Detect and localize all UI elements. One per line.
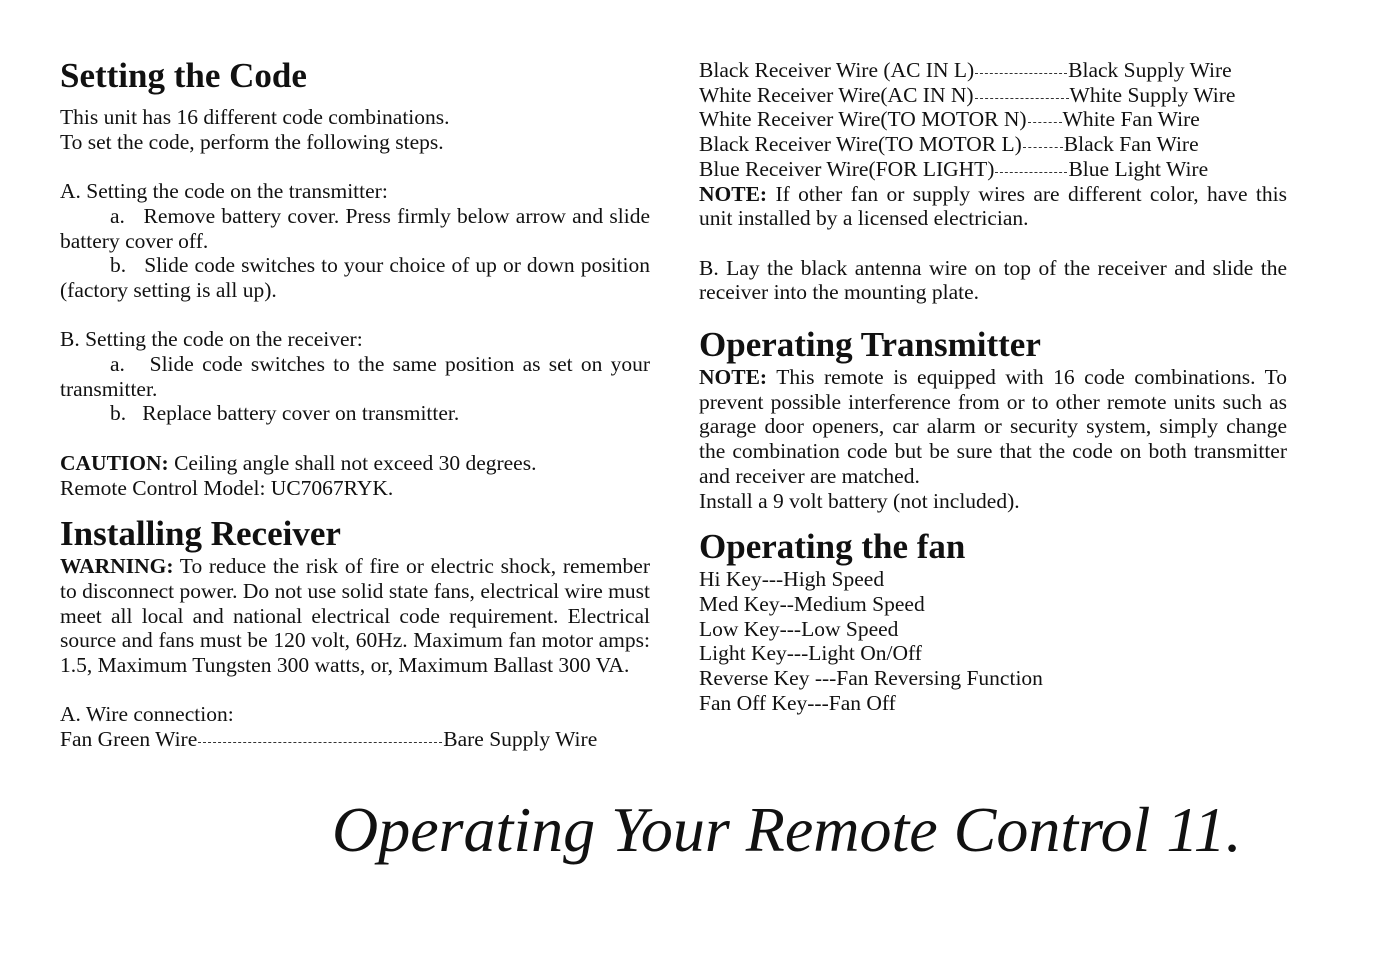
fan-key-item: Low Key---Low Speed — [699, 616, 899, 641]
wire-row — [699, 157, 1287, 182]
page-footer-title: Operating Your Remote Control 11. — [332, 794, 1242, 865]
caution-label: CAUTION: — [60, 450, 169, 475]
dotted-leader — [975, 73, 1067, 74]
model-line: Remote Control Model: UC7067RYK. — [60, 475, 394, 500]
wire-row — [699, 132, 1287, 157]
left-column — [60, 56, 650, 752]
wire-from: Black Receiver Wire (AC IN L) — [699, 58, 975, 82]
setting-code-heading: Setting the Code — [60, 56, 307, 95]
transmitter-step-b: b. Slide code switches to your choice of up or down position (factory setting is all up). — [60, 253, 650, 302]
wire-note — [699, 182, 1287, 231]
transmitter-step-a: a. Remove battery cover. Press firmly below arrow and slide battery cover off. — [60, 203, 650, 253]
wire-from: Black Receiver Wire(TO MOTOR L) — [699, 132, 1022, 157]
receiver-step-a: a. Slide code switches to the same position as set on your transmitter. — [60, 352, 650, 401]
wire-connection-heading: A. Wire connection: — [60, 702, 234, 727]
fan-key-item: Fan Off Key---Fan Off — [699, 690, 896, 715]
wire-from: Blue Receiver Wire(FOR LIGHT) — [699, 156, 995, 181]
dotted-leader — [995, 172, 1067, 173]
wire-to: Black Fan Wire — [1063, 132, 1199, 157]
wire-row — [699, 107, 1287, 132]
note-label: NOTE: — [699, 181, 768, 206]
receiver-step-b: b. Replace battery cover on transmitter. — [110, 401, 460, 426]
wire-row — [699, 58, 1287, 83]
wire-row-green — [60, 727, 650, 752]
caution-line — [60, 451, 650, 476]
fan-key-item: Reverse Key ---Fan Reversing Function — [699, 666, 1043, 691]
dotted-leader — [1028, 122, 1062, 123]
warning-label: WARNING: — [60, 554, 174, 579]
dotted-leader — [975, 98, 1069, 99]
code-intro-line-1: This unit has 16 different code combinations. — [60, 105, 450, 129]
fan-key-item: Med Key--Medium Speed — [699, 591, 925, 616]
installing-receiver-heading: Installing Receiver — [60, 514, 341, 554]
wire-row — [699, 83, 1287, 108]
antenna-instruction: B. Lay the black antenna wire on top of the receiver and slide the receiver into the mounting plate. — [699, 255, 1287, 305]
wire-to: Black Supply Wire — [1068, 58, 1232, 82]
fan-key-item: Hi Key---High Speed — [699, 567, 885, 592]
wire-from: White Receiver Wire(AC IN N) — [699, 82, 974, 107]
caution-text: Ceiling angle shall not exceed 30 degrees. — [168, 450, 537, 475]
wire-from: Fan Green Wire — [60, 727, 198, 752]
wire-to: Blue Light Wire — [1068, 156, 1209, 181]
fan-key-item: Light Key---Light On/Off — [699, 641, 922, 666]
battery-line: Install a 9 volt battery (not included). — [699, 488, 1020, 513]
wire-to: White Supply Wire — [1069, 82, 1236, 107]
wire-to: White Fan Wire — [1062, 107, 1200, 132]
warning-text: To reduce the risk of fire or electric shock, remember to disconnect power. Do not use solid state fans, electrical wire must meet all local and national electrical code requirement. Electrical source and fans must be 120 volt, 60Hz. Maximum fan motor amps: 1.5, Maximum Tungsten 300 watts, or, Maximum Ballast 300 VA. — [60, 554, 650, 678]
note-text: This remote is equipped with 16 code combinations. To prevent possible interference from or to other remote units such as garage door openers, car alarm or security system, simply change the combination code but be sure that the code on both transmitter and receiver are matched. — [699, 365, 1287, 488]
dotted-leader — [1023, 147, 1063, 148]
wire-to: Bare Supply Wire — [443, 727, 598, 752]
operating-transmitter-heading: Operating Transmitter — [699, 325, 1041, 365]
code-intro-line-2: To set the code, perform the following steps. — [60, 129, 444, 154]
note-text: If other fan or supply wires are different color, have this unit installed by a licensed electrician. — [699, 181, 1287, 231]
dotted-leader — [198, 742, 442, 743]
right-column — [699, 58, 1287, 715]
receiver-code-heading: B. Setting the code on the receiver: — [60, 327, 363, 352]
operating-fan-heading: Operating the fan — [699, 527, 966, 567]
transmitter-code-heading: A. Setting the code on the transmitter: — [60, 179, 388, 204]
transmitter-note — [699, 365, 1287, 489]
wire-from: White Receiver Wire(TO MOTOR N) — [699, 107, 1027, 132]
warning-paragraph — [60, 554, 650, 678]
note-label: NOTE: — [699, 365, 768, 390]
